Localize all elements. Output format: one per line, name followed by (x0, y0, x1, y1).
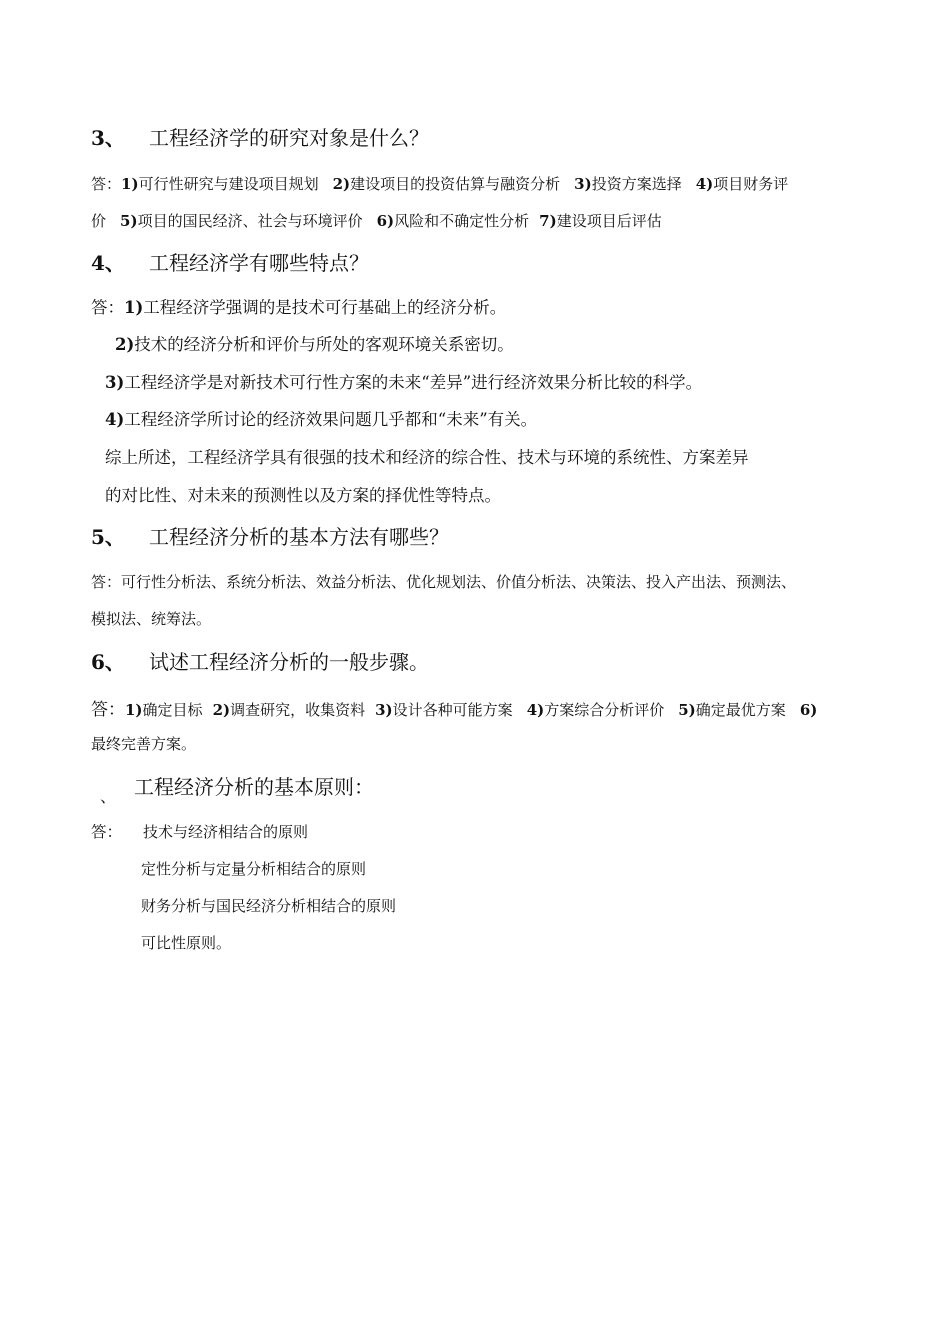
item-number: 5) (120, 212, 138, 230)
item-text: 工程经济学所讨论的经济效果问题几乎都和“未来”有关。 (124, 410, 538, 429)
question-6 (91, 646, 429, 675)
item-number: 1) (124, 298, 144, 317)
item-text: 建设项目的投资估算与融资分析 (350, 175, 561, 193)
item-number: 1) (121, 175, 139, 193)
question-text: 试述工程经济分析的一般步骤。 (149, 650, 429, 674)
principle-item: 技术与经济相结合的原则 (143, 823, 309, 841)
item-text: 方案综合分析评价 (544, 701, 665, 719)
answer-4-point-1 (91, 294, 506, 318)
question-text: 工程经济学的研究对象是什么？ (149, 126, 429, 150)
item-number: 3) (105, 373, 125, 392)
item-number: 3) (574, 175, 592, 193)
answer-3-line-1 (91, 173, 788, 194)
answer-4-point-2 (115, 331, 514, 355)
answer-4-point-3 (105, 369, 702, 393)
item-number: 5) (678, 701, 696, 719)
answer-6-line-2: 最终完善方案。 (91, 735, 197, 753)
item-number: 6) (799, 701, 818, 719)
item-number: 6) (376, 212, 395, 230)
item-number: 2) (212, 701, 231, 719)
item-text: 建设项目后评估 (556, 212, 662, 230)
answer-prefix: 答： (91, 175, 122, 193)
question-number: 6、 (91, 650, 125, 674)
principle-item: 定性分析与定量分析相结合的原则 (141, 860, 367, 878)
item-text: 技术的经济分析和评价与所处的客观环境关系密切。 (134, 335, 514, 354)
item-text: 可行性研究与建设项目规划 (138, 175, 319, 193)
item-text: 调查研究，收集资料 (230, 701, 366, 719)
item-text: 价 (91, 212, 107, 230)
question-text: 工程经济分析的基本原则： (134, 775, 374, 799)
question-number: 5、 (91, 525, 125, 549)
answer-4-summary-2: 的对比性、对未来的预测性以及方案的择优性等特点。 (105, 486, 501, 505)
question-number: 、 (100, 787, 117, 806)
item-number: 3) (375, 701, 393, 719)
item-number: 4) (695, 175, 714, 193)
item-text: 工程经济学是对新技术可行性方案的未来“差异”进行经济效果分析比较的科学。 (124, 373, 703, 392)
question-4 (91, 247, 369, 276)
answer-5-line-2: 模拟法、统筹法。 (91, 610, 212, 628)
question-text: 工程经济分析的基本方法有哪些？ (149, 525, 449, 549)
item-text: 项目的国民经济、社会与环境评价 (137, 212, 363, 230)
item-number: 2) (332, 175, 351, 193)
question-7 (100, 771, 374, 806)
item-number: 1) (125, 701, 143, 719)
question-number: 3、 (91, 126, 125, 150)
answer-prefix: 答： (91, 700, 125, 720)
item-text: 确定目标 (142, 701, 203, 719)
question-3 (91, 122, 429, 151)
item-text: 项目财务评 (713, 175, 789, 193)
answer-6-line-1 (91, 695, 817, 720)
item-text: 设计各种可能方案 (392, 701, 513, 719)
principle-item: 可比性原则。 (141, 934, 232, 952)
answer-5-line-1: 答：可行性分析法、系统分析法、效益分析法、优化规划法、价值分析法、决策法、投入产出法、预测法、 (91, 573, 797, 591)
answer-3-line-2 (91, 210, 662, 231)
item-text: 确定最优方案 (695, 701, 786, 719)
answer-4-point-4 (105, 406, 537, 430)
answer-4-summary-1: 综上所述，工程经济学具有很强的技术和经济的综合性、技术与环境的系统性、方案差异 (105, 448, 749, 467)
question-5 (91, 521, 449, 550)
item-number: 7) (539, 212, 557, 230)
question-number: 4、 (91, 251, 125, 275)
answer-7-prefix: 答： (91, 823, 123, 841)
answer-prefix: 答： (91, 298, 124, 317)
item-text: 风险和不确定性分析 (394, 212, 530, 230)
principle-item: 财务分析与国民经济分析相结合的原则 (141, 897, 397, 915)
question-text: 工程经济学有哪些特点？ (149, 251, 369, 275)
item-text: 投资方案选择 (591, 175, 682, 193)
item-number: 2) (115, 335, 135, 354)
item-text: 工程经济学强调的是技术可行基础上的经济分析。 (143, 298, 507, 317)
item-number: 4) (105, 410, 125, 429)
item-number: 4) (526, 701, 545, 719)
